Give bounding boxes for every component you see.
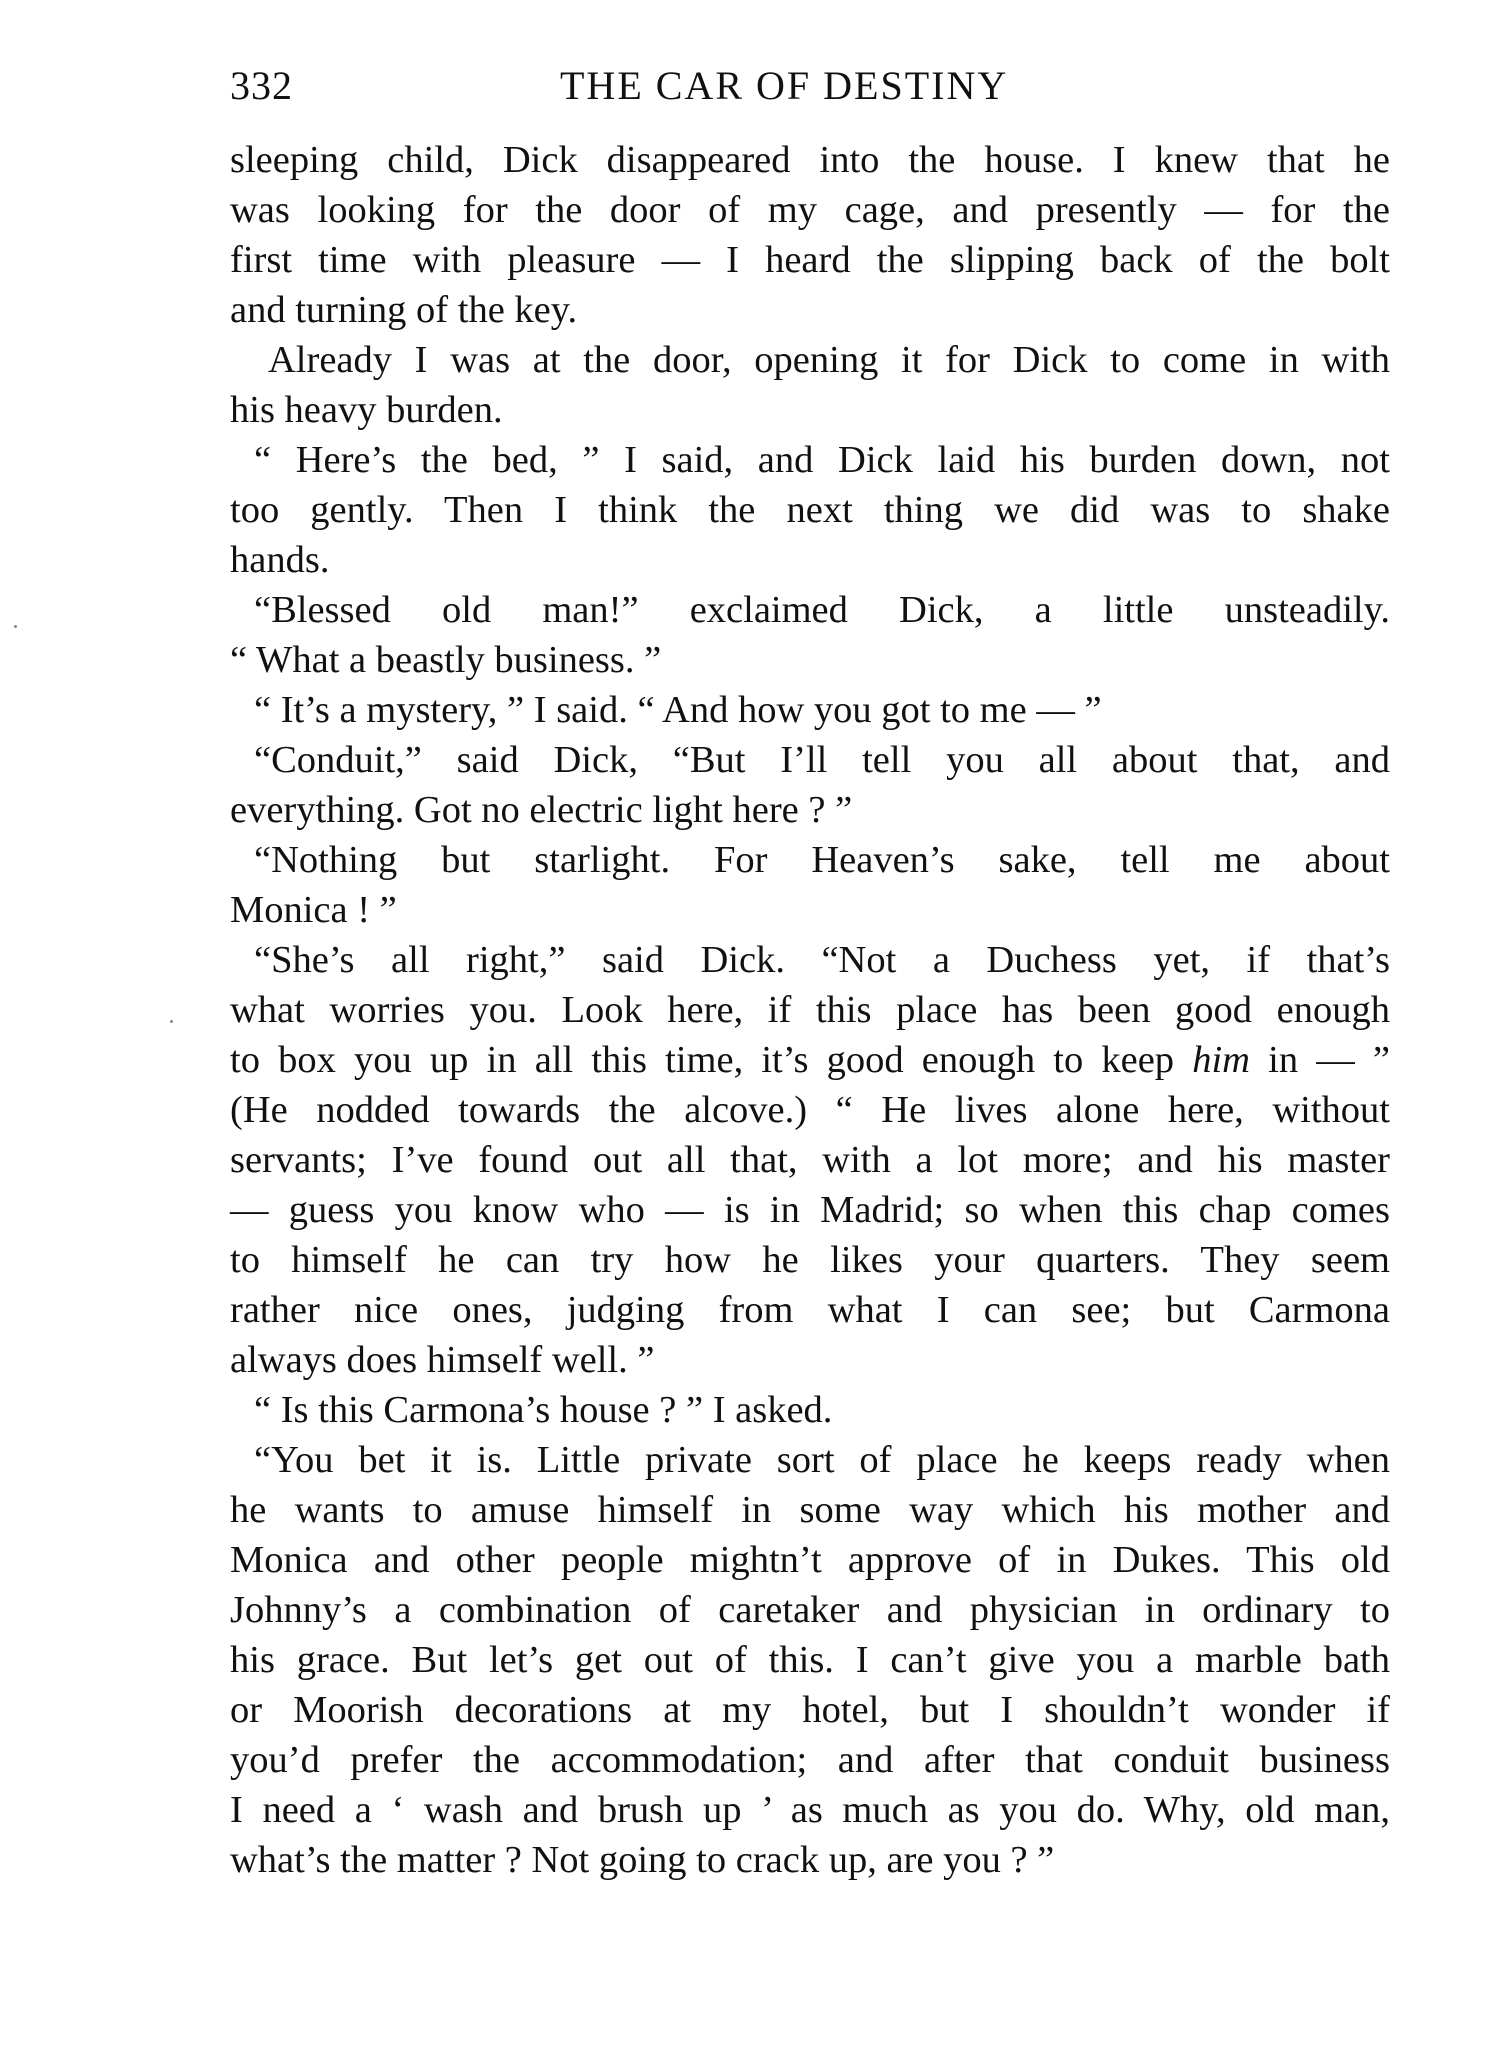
text-line: was looking for the door of my cage, and presently — for the [230,189,1390,231]
running-head: THE CAR OF DESTINY [560,63,1009,108]
text-line: Johnny’s a combination of caretaker and physician in ordinary to [230,1589,1390,1631]
text-line: his grace. But let’s get out of this. I can’t give you a marble bath [230,1639,1390,1681]
text-line: what worries you. Look here, if this place has been good enough [230,989,1390,1031]
text-line: you’d prefer the accommodation; and after that conduit business [230,1739,1390,1781]
text-segment: in — ” [1249,1039,1390,1081]
text-line: Already I was at the door, opening it for Dick to come in with [268,339,1390,381]
page-number: 332 [230,63,293,108]
text-line: what’s the matter ? Not going to crack up, are you ? ” [230,1839,1055,1881]
scan-speck [14,625,17,628]
text-line: “ What a beastly business. ” [230,639,662,681]
text-line: (He nodded towards the alcove.) “ He lives alone here, without [230,1089,1390,1131]
text-line: his heavy burden. [230,389,503,431]
text-line: “Blessed old man!” exclaimed Dick, a little unsteadily. [254,589,1390,631]
text-line: — guess you know who — is in Madrid; so when this chap comes [230,1189,1390,1231]
text-line: always does himself well. ” [230,1339,655,1381]
body-text [230,135,1390,1885]
text-segment: to box you up in all this time, it’s good enough to keep [230,1039,1193,1081]
text-line: “ Here’s the bed, ” I said, and Dick laid his burden down, not [254,439,1390,481]
text-line: “Nothing but starlight. For Heaven’s sake, tell me about [254,839,1390,881]
text-line: he wants to amuse himself in some way which his mother and [230,1489,1390,1531]
text-line: “ Is this Carmona’s house ? ” I asked. [254,1389,833,1431]
scan-speck [170,1020,173,1023]
text-line: first time with pleasure — I heard the slipping back of the bolt [230,239,1390,281]
text-line: I need a ‘ wash and brush up ’ as much as you do. Why, old man, [230,1789,1390,1831]
text-line: “You bet it is. Little private sort of place he keeps ready when [254,1439,1390,1481]
text-line: Monica ! ” [230,889,397,931]
text-line: “She’s all right,” said Dick. “Not a Duchess yet, if that’s [254,939,1390,981]
text-line: “ It’s a mystery, ” I said. “ And how you got to me — ” [254,689,1102,731]
text-line: to himself he can try how he likes your quarters. They seem [230,1239,1390,1281]
text-line: “Conduit,” said Dick, “But I’ll tell you all about that, and [254,739,1390,781]
text-line: and turning of the key. [230,289,578,331]
text-line: everything. Got no electric light here ? ” [230,789,853,831]
text-line: or Moorish decorations at my hotel, but I shouldn’t wonder if [230,1689,1390,1731]
text-line [230,1035,1390,1085]
text-line: rather nice ones, judging from what I can see; but Carmona [230,1289,1390,1331]
text-line: sleeping child, Dick disappeared into the house. I knew that he [230,139,1390,181]
page-header [230,62,1390,122]
text-line: Monica and other people mightn’t approve of in Dukes. This old [230,1539,1390,1581]
text-line: hands. [230,539,330,581]
text-line: too gently. Then I think the next thing we did was to shake [230,489,1390,531]
emphasis: him [1192,1039,1250,1081]
text-line: servants; I’ve found out all that, with a lot more; and his master [230,1139,1390,1181]
